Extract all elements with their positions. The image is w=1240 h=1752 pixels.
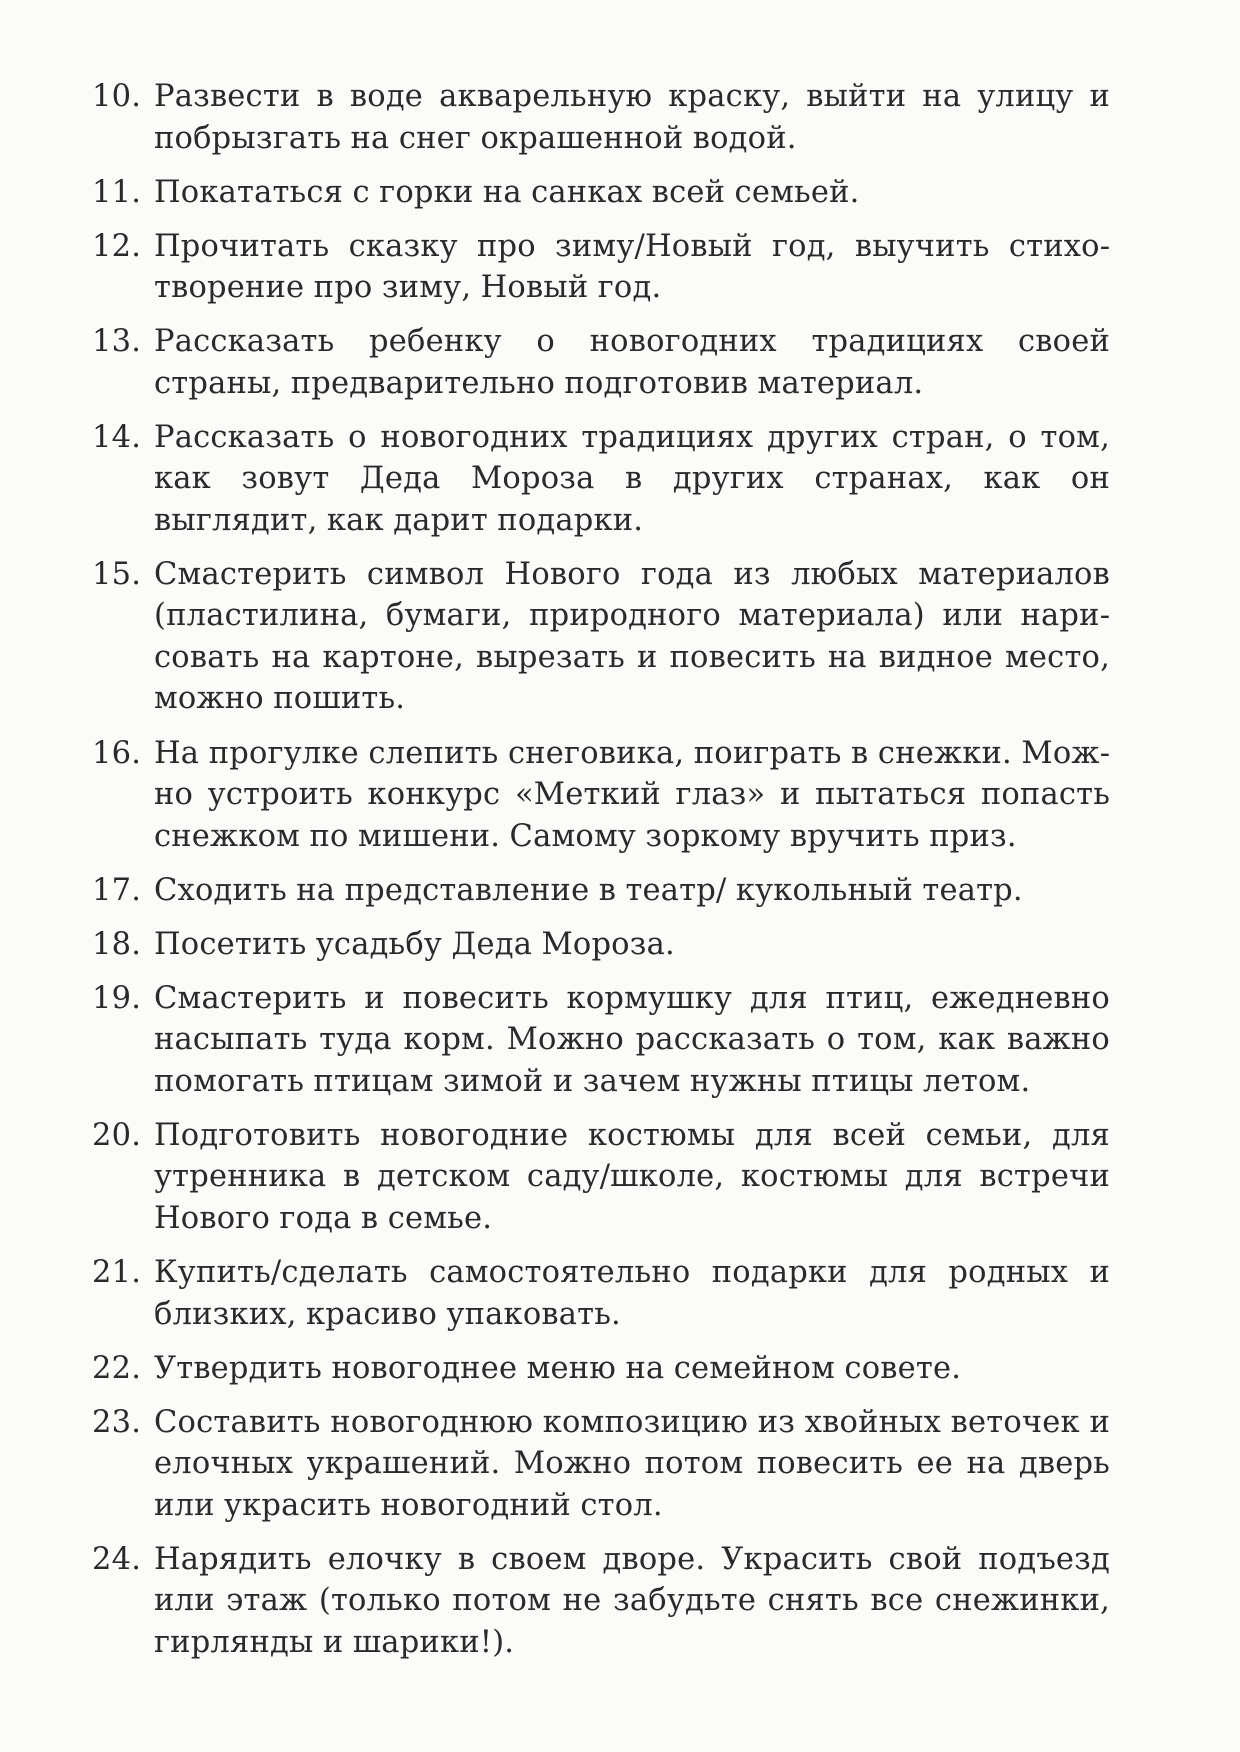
list-item	[92, 417, 1110, 542]
item-text: Покататься с горки на санках всей семьей.	[154, 174, 860, 210]
list-item	[92, 172, 1110, 214]
list-item	[92, 1115, 1110, 1240]
item-number: 18.	[92, 926, 142, 962]
item-text: Прочитать сказку про зиму/Новый год, выучить стихотворение про зиму, Новый год.	[154, 228, 1110, 306]
item-number: 12.	[92, 228, 142, 264]
item-number: 19.	[92, 980, 142, 1016]
item-number: 11.	[92, 174, 142, 210]
item-text: Смастерить символ Нового года из любых материалов (пластилина, бумаги, природного материала) или нарисовать на картоне, вырезать и повесить на видное место, можно пошить.	[154, 556, 1110, 717]
item-text: Купить/сделать самостоятельно подарки для родных и близких, красиво упаковать.	[154, 1255, 1110, 1332]
item-text: Рассказать ребенку о новогодних традициях своей страны, предварительно подготовив материал.	[154, 324, 1110, 401]
item-number: 16.	[92, 735, 142, 771]
list-item	[92, 870, 1110, 912]
item-number: 14.	[92, 419, 142, 455]
numbered-list	[92, 76, 1110, 1676]
list-item	[92, 978, 1110, 1103]
list-item	[92, 321, 1110, 404]
list-item	[92, 733, 1110, 858]
item-number: 17.	[92, 872, 142, 908]
item-text: Сходить на представление в театр/ кукольный театр.	[154, 872, 1023, 908]
item-text: Утвердить новогоднее меню на семейном совете.	[154, 1350, 962, 1386]
item-number: 24.	[92, 1541, 142, 1577]
list-item	[92, 554, 1110, 720]
item-text: Подготовить новогодние костюмы для всей семьи, для утренника в детском саду/школе, костюмы для встречи Нового года в семье.	[154, 1117, 1110, 1236]
item-text: Развести в воде акварельную краску, выйти на улицу и побрызгать на снег окрашенной водой.	[154, 79, 1110, 156]
item-text: Посетить усадьбу Деда Мороза.	[154, 926, 675, 962]
item-number: 15.	[92, 556, 142, 592]
item-text: Смастерить и повесить кормушку для птиц, ежедневно насыпать туда корм. Можно рассказать о том, как важно помогать птицам зимой и зачем нужны птицы летом.	[154, 980, 1110, 1099]
list-item	[92, 1348, 1110, 1390]
item-number: 22.	[92, 1350, 142, 1386]
item-text: Рассказать о новогодних традициях других стран, о том, как зовут Деда Мороза в других странах, как он выглядит, как дарит подарки.	[154, 419, 1110, 538]
item-number: 13.	[92, 324, 142, 360]
list-item	[92, 76, 1110, 159]
item-number: 10.	[92, 79, 142, 114]
item-text: На прогулке слепить снеговика, поиграть в снежки. Можно устроить конкурс «Меткий глаз» и пытаться попасть снежком по мишени. Самому зоркому вручить приз.	[154, 735, 1110, 854]
item-number: 21.	[92, 1255, 142, 1291]
item-text: Нарядить елочку в своем дворе. Украсить свой подъезд или этаж (только потом не забудьте снять все снежинки, гирлянды и шарики!).	[154, 1541, 1110, 1660]
list-item	[92, 1539, 1110, 1664]
item-text: Составить новогоднюю композицию из хвойных веточек и елочных украшений. Можно потом повесить ее на дверь или украсить новогодний стол.	[154, 1404, 1110, 1523]
list-item	[92, 1252, 1110, 1335]
list-item	[92, 924, 1110, 966]
list-item	[92, 226, 1110, 309]
item-number: 20.	[92, 1117, 142, 1153]
item-number: 23.	[92, 1404, 142, 1440]
list-item	[92, 1402, 1110, 1527]
